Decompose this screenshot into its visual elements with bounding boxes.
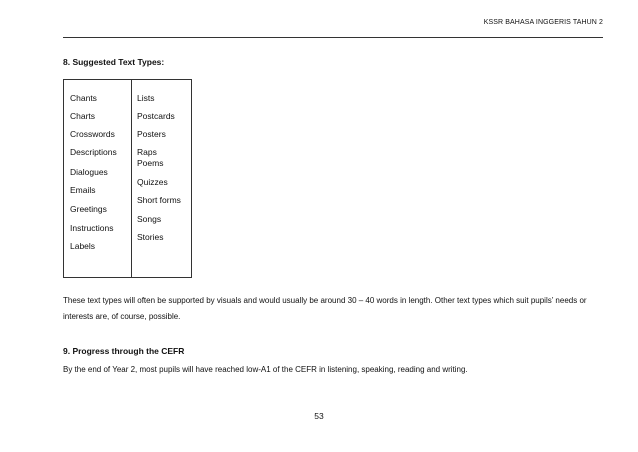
header-rule	[63, 37, 603, 38]
text-type-left: Instructions	[70, 223, 114, 233]
section-8-heading: 8. Suggested Text Types:	[63, 57, 165, 67]
text-type-left: Chants	[70, 93, 97, 103]
text-type-left: Descriptions	[70, 147, 117, 157]
text-type-right: Lists	[137, 93, 155, 103]
section-9-heading: 9. Progress through the CEFR	[63, 346, 185, 356]
text-type-right: Posters	[137, 129, 166, 139]
text-type-left: Greetings	[70, 204, 107, 214]
text-type-left: Crosswords	[70, 129, 115, 139]
text-types-table	[63, 79, 192, 278]
text-type-right: Short forms	[137, 195, 181, 205]
text-types-note: These text types will often be supported by visuals and would usually be around 30 – 40 words in length. Other text types which suit pupils’ needs or interests are, of course, possible.	[63, 296, 587, 321]
text-type-right: Stories	[137, 232, 164, 242]
text-type-right: Quizzes	[137, 177, 168, 187]
text-type-right: Songs	[137, 214, 162, 224]
document-header: KSSR BAHASA INGGERIS TAHUN 2	[483, 19, 603, 26]
text-type-right: Postcards	[137, 111, 175, 121]
page-number: 53	[314, 411, 324, 421]
text-type-left: Labels	[70, 241, 96, 251]
text-type-right: Raps Poems	[137, 147, 164, 168]
text-type-left: Charts	[70, 111, 96, 121]
table-column-divider	[131, 80, 132, 277]
text-type-left: Dialogues	[70, 167, 108, 177]
cefr-progress-text: By the end of Year 2, most pupils will have reached low-A1 of the CEFR in listening, speaking, reading and writing.	[63, 365, 468, 374]
text-type-left: Emails	[70, 185, 96, 195]
